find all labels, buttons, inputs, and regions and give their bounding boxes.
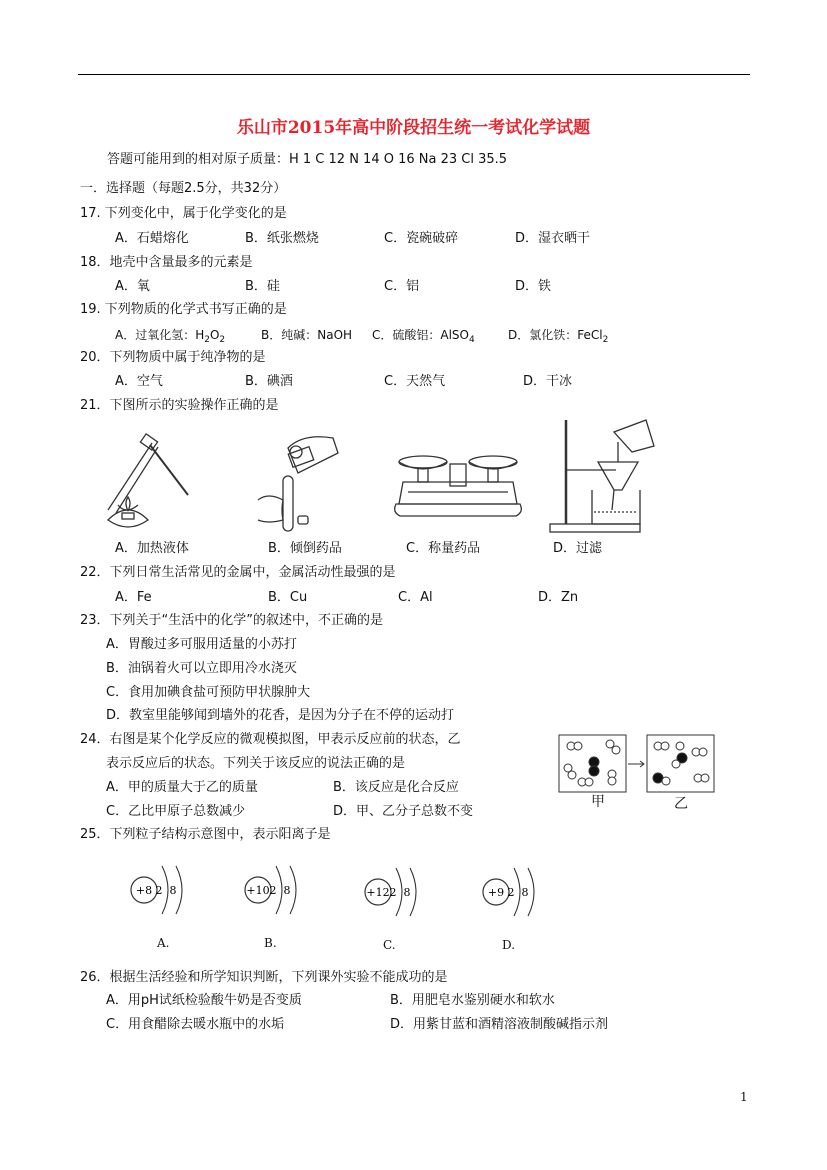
electron-shell-arc	[290, 866, 296, 914]
q26-option-a: A．用pH试纸检验酸牛奶是否变质	[106, 993, 302, 1008]
q26-option-c: C．用食醋除去暖水瓶中的水垢	[106, 1017, 285, 1032]
q25-label-b: B.	[264, 936, 277, 950]
atomic-masses: 答题可能用到的相对原子质量：H 1 C 12 N 14 O 16 Na 23 Cl 35.5	[107, 152, 508, 167]
page-number: 1	[740, 1090, 748, 1104]
q17-option-a: A．石蜡熔化	[115, 231, 189, 246]
label-jia: 甲	[591, 794, 605, 810]
electron-shell-arc	[396, 868, 402, 916]
electron-shell-arc	[528, 868, 534, 916]
q26-stem: 26．根据生活经验和所学知识判断，下列课外实验不能成功的是	[80, 970, 448, 985]
q25-stem: 25．下列粒子结构示意图中，表示阳离子是	[80, 827, 331, 842]
electron-count-2: 8	[521, 886, 529, 899]
electron-count-1: 2	[507, 886, 515, 899]
ion-diagram-d	[483, 868, 534, 916]
electron-shell-arc	[276, 866, 282, 914]
electron-shell-arc	[410, 868, 416, 916]
q24-option-d: D．甲、乙分子总数不变	[333, 804, 474, 819]
q25-label-c: C.	[383, 938, 396, 952]
q21-option-c: C．称量药品	[406, 541, 481, 556]
nucleus-charge: +10	[246, 884, 270, 897]
q17-option-b: B．纸张燃烧	[245, 231, 319, 246]
q26-option-d: D．用紫甘蓝和酒精溶液制酸碱指示剂	[390, 1017, 609, 1032]
q21-stem: 21．下图所示的实验操作正确的是	[80, 398, 279, 413]
electron-count-2: 8	[283, 884, 291, 897]
label-yi: 乙	[674, 796, 688, 812]
q25-label-d: D.	[502, 938, 516, 952]
q21-option-d: D．过滤	[553, 541, 603, 556]
ion-diagram-a	[131, 866, 182, 914]
q19-a-sub2: 2	[219, 335, 226, 345]
q24-option-c: C．乙比甲原子总数减少	[106, 804, 246, 819]
q17-stem: 17. 下列变化中，属于化学变化的是	[80, 206, 287, 221]
q23-option-a: A．胃酸过多可服用适量的小苏打	[106, 637, 297, 652]
q22-option-a: A．Fe	[115, 590, 152, 605]
q20-option-c: C．天然气	[384, 374, 446, 389]
electron-count-2: 8	[169, 884, 177, 897]
q18-option-c: C．铝	[384, 279, 420, 294]
q18-option-d: D．铁	[515, 279, 552, 294]
electron-shell-arc	[162, 866, 168, 914]
q20-option-d: D．干冰	[523, 374, 573, 389]
ion-diagram-c	[365, 868, 416, 916]
electron-count-2: 8	[403, 886, 411, 899]
q19-c-text: C．硫酸铝：AlSO	[372, 328, 469, 342]
q23-option-d: D．教室里能够闻到墙外的花香，是因为分子在不停的运动打	[106, 708, 455, 723]
q20-stem: 20．下列物质中属于纯净物的是	[80, 350, 266, 365]
page-title: 乐山市2015年高中阶段招生统一考试化学试题	[236, 118, 591, 138]
ion-diagram-b	[245, 866, 296, 914]
q18-option-a: A．氧	[115, 279, 150, 294]
q22-option-b: B．Cu	[268, 590, 308, 605]
q22-option-d: D．Zn	[538, 590, 579, 605]
q19-a-text: A．过氧化氢：H	[115, 328, 205, 342]
q19-option-b: B．纯碱：NaOH	[261, 328, 353, 342]
q21-option-a: A．加热液体	[115, 541, 189, 556]
q20-option-a: A．空气	[115, 374, 163, 389]
q18-option-b: B．硅	[245, 279, 280, 294]
electron-count-1: 2	[389, 886, 397, 899]
nucleus-charge: +12	[366, 886, 390, 899]
q23-stem: 23．下列关于“生活中的化学”的叙述中，不正确的是	[80, 613, 384, 628]
q24-stem-line1: 24．右图是某个化学反应的微观模拟图，甲表示反应前的状态，乙	[80, 732, 461, 747]
q17-option-c: C．瓷碗破碎	[384, 231, 459, 246]
q24-stem-line2: 表示反应后的状态。下列关于该反应的说法正确的是	[106, 756, 406, 771]
nucleus-charge: +9	[487, 886, 505, 899]
nucleus-charge: +8	[135, 884, 153, 897]
q26-option-b: B．用肥皂水鉴别硬水和软水	[390, 993, 555, 1008]
electron-count-1: 2	[155, 884, 163, 897]
q22-stem: 22．下列日常生活常见的金属中，金属活动性最强的是	[80, 565, 396, 580]
q19-a-sub1: 2	[204, 335, 210, 345]
q19-a-mid: O	[209, 328, 220, 342]
electron-shell-arc	[514, 868, 520, 916]
q19-d-sub: 2	[602, 335, 609, 345]
q24-option-b: B．该反应是化合反应	[333, 780, 459, 795]
q17-option-d: D．湿衣晒干	[515, 231, 591, 246]
q23-option-c: C．食用加碘食盐可预防甲状腺肿大	[106, 685, 311, 700]
q21-option-b: B．倾倒药品	[268, 541, 342, 556]
section-heading: 一．选择题（每题2.5分，共32分）	[80, 181, 287, 196]
electron-shell-arc	[176, 866, 182, 914]
q20-option-b: B．碘酒	[245, 374, 293, 389]
q19-d-text: D．氯化铁：FeCl	[508, 328, 603, 342]
q19-c-sub: 4	[469, 335, 475, 345]
electron-count-1: 2	[269, 884, 277, 897]
q22-option-c: C．Al	[398, 590, 433, 605]
q23-option-b: B．油锅着火可以立即用冷水浇灭	[106, 661, 297, 676]
q19-stem: 19. 下列物质的化学式书写正确的是	[80, 302, 287, 317]
q25-label-a: A.	[157, 936, 170, 950]
q18-stem: 18．地壳中含量最多的元素是	[80, 255, 253, 270]
q24-option-a: A．甲的质量大于乙的质量	[106, 780, 258, 795]
